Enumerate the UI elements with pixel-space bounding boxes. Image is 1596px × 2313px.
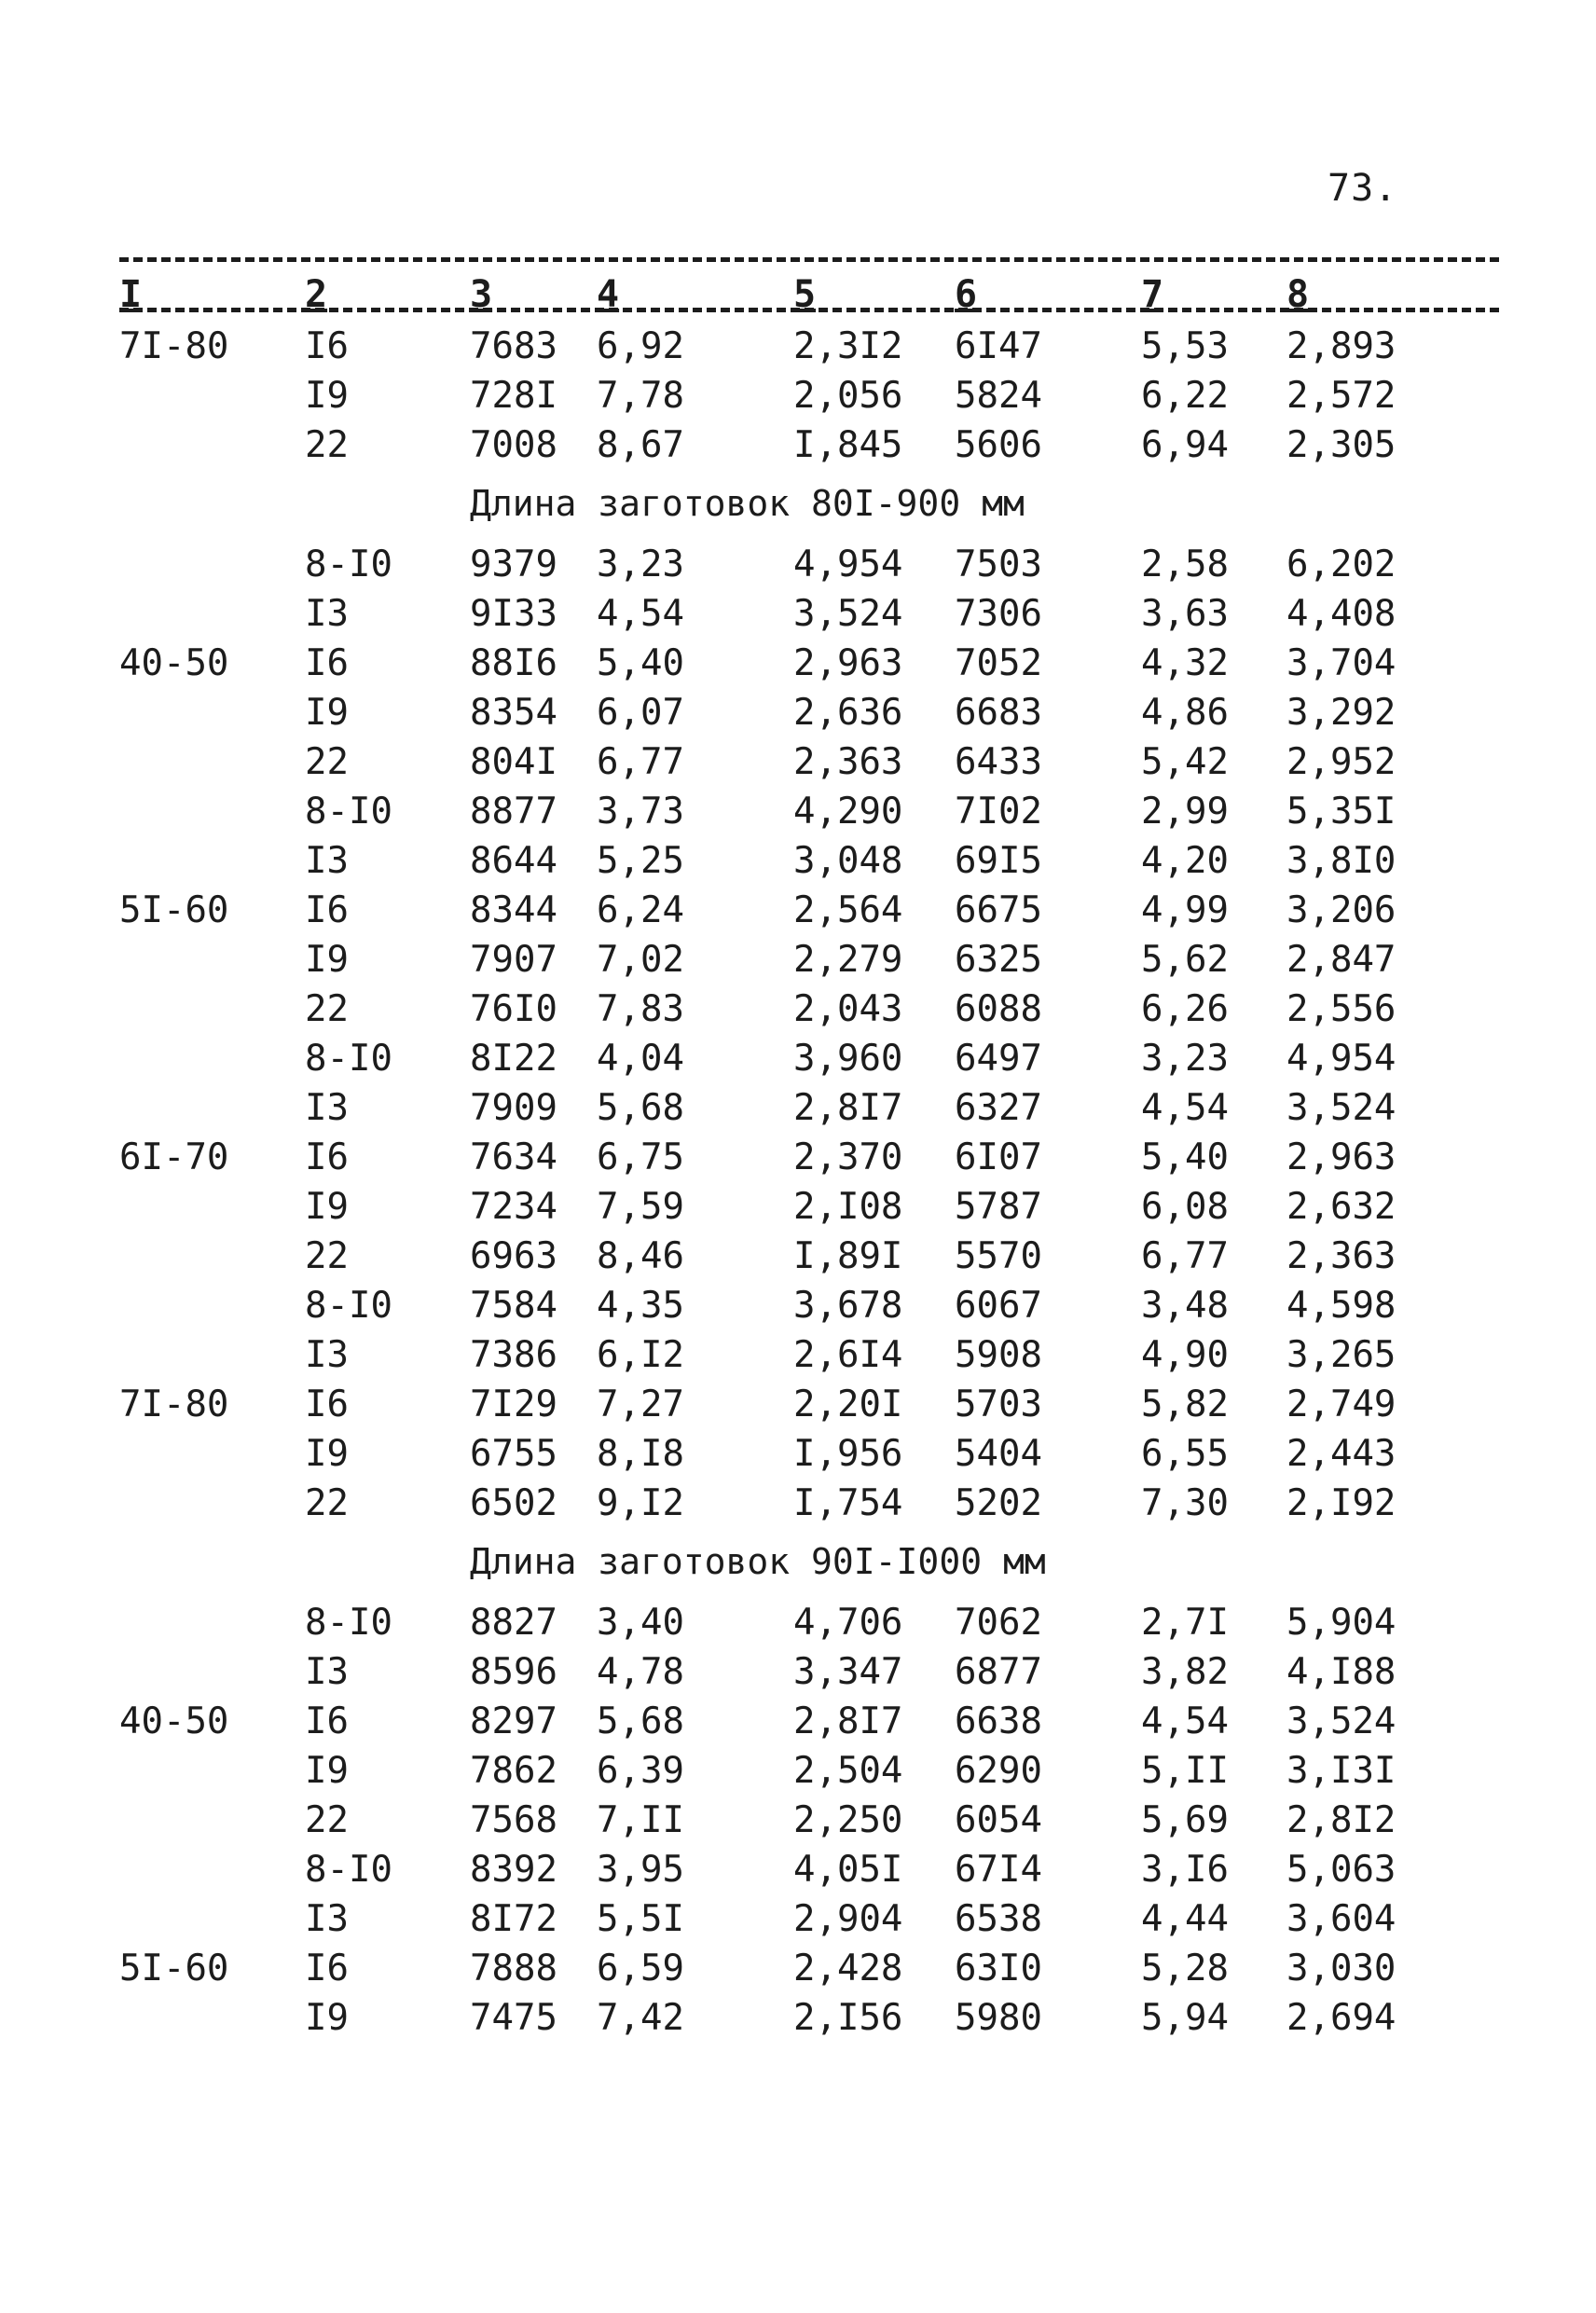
table-cell-col-5: 2,20I: [793, 1384, 903, 1425]
table-cell-col-3: 6963: [470, 1235, 557, 1277]
table-cell-col-4: 8,I8: [597, 1433, 684, 1475]
table-cell-col-4: 5,68: [597, 1087, 684, 1129]
table-cell-col-8: 2,694: [1286, 1997, 1396, 2039]
table-cell-col-5: 3,960: [793, 1038, 903, 1080]
table-row: [0, 1232, 1596, 1281]
table-cell-col-6: 7062: [955, 1602, 1042, 1644]
table-cell-col-2: 8-I0: [305, 1285, 392, 1327]
table-cell-col-4: 4,54: [597, 593, 684, 635]
table-cell-col-6: 5787: [955, 1186, 1042, 1228]
table-cell-col-8: 3,524: [1286, 1700, 1396, 1742]
table-cell-col-7: 4,90: [1141, 1334, 1229, 1376]
table-cell-col-3: 9379: [470, 544, 557, 585]
table-cell-col-7: 6,55: [1141, 1433, 1229, 1475]
table-cell-col-5: 3,347: [793, 1651, 903, 1693]
table-cell-col-2: I6: [305, 325, 349, 367]
table-cell-col-5: 3,524: [793, 593, 903, 635]
table-cell-col-7: 5,II: [1141, 1750, 1229, 1792]
table-row: [0, 1034, 1596, 1083]
table-cell-col-7: 5,62: [1141, 939, 1229, 981]
table-cell-col-6: 6I07: [955, 1136, 1042, 1178]
table-cell-col-2: I9: [305, 692, 349, 734]
table-cell-col-4: 4,35: [597, 1285, 684, 1327]
table-cell-col-6: 67I4: [955, 1849, 1042, 1891]
table-cell-col-7: 5,82: [1141, 1384, 1229, 1425]
table-cell-col-3: 7475: [470, 1997, 557, 2039]
table-cell-col-3: 8596: [470, 1651, 557, 1693]
table-cell-col-7: 3,82: [1141, 1651, 1229, 1693]
table-cell-col-6: 6088: [955, 988, 1042, 1030]
table-cell-col-5: I,754: [793, 1482, 903, 1524]
table-row: [0, 1133, 1596, 1182]
table-cell-col-6: 69I5: [955, 840, 1042, 882]
table-cell-col-6: 7503: [955, 544, 1042, 585]
table-cell-col-6: 5824: [955, 375, 1042, 417]
table-row: [0, 540, 1596, 589]
table-cell-col-5: 2,279: [793, 939, 903, 981]
table-cell-col-2: 8-I0: [305, 1602, 392, 1644]
header-col-2: 2: [305, 273, 328, 316]
table-row: [0, 1845, 1596, 1894]
table-cell-col-1: 6I-70: [119, 1136, 229, 1178]
table-cell-col-8: 2,556: [1286, 988, 1396, 1030]
header-col-1: I: [119, 273, 143, 316]
table-cell-col-6: 63I0: [955, 1948, 1042, 1989]
table-cell-col-8: 2,963: [1286, 1136, 1396, 1178]
table-cell-col-5: 4,290: [793, 791, 903, 833]
section-caption: [0, 1537, 1596, 1587]
table-cell-col-3: 8644: [470, 840, 557, 882]
table-cell-col-4: 6,92: [597, 325, 684, 367]
table-cell-col-2: I9: [305, 375, 349, 417]
table-cell-col-3: 7584: [470, 1285, 557, 1327]
table-cell-col-7: 2,58: [1141, 544, 1229, 585]
table-cell-col-5: 2,056: [793, 375, 903, 417]
table-cell-col-2: 8-I0: [305, 1038, 392, 1080]
table-cell-col-4: 9,I2: [597, 1482, 684, 1524]
table-row: [0, 1746, 1596, 1796]
table-cell-col-7: 3,23: [1141, 1038, 1229, 1080]
table-cell-col-8: 4,598: [1286, 1285, 1396, 1327]
table-cell-col-8: 2,572: [1286, 375, 1396, 417]
table-cell-col-6: 6877: [955, 1651, 1042, 1693]
table-cell-col-7: 5,40: [1141, 1136, 1229, 1178]
table-cell-col-5: 2,363: [793, 741, 903, 783]
table-cell-col-4: 5,40: [597, 642, 684, 684]
table-cell-col-2: I6: [305, 1948, 349, 1989]
table-cell-col-4: 7,27: [597, 1384, 684, 1425]
table-cell-col-7: 5,69: [1141, 1799, 1229, 1841]
table-cell-col-6: 6538: [955, 1898, 1042, 1940]
table-cell-col-5: 2,8I7: [793, 1700, 903, 1742]
table-cell-col-4: 3,40: [597, 1602, 684, 1644]
table-cell-col-7: 6,94: [1141, 424, 1229, 466]
table-cell-col-5: 2,8I7: [793, 1087, 903, 1129]
table-row: [0, 322, 1596, 371]
table-cell-col-2: I6: [305, 889, 349, 931]
table-cell-col-2: I6: [305, 642, 349, 684]
table-cell-col-8: 4,954: [1286, 1038, 1396, 1080]
table-cell-col-8: 5,35I: [1286, 791, 1396, 833]
table-row: [0, 688, 1596, 737]
table-cell-col-8: 2,847: [1286, 939, 1396, 981]
table-cell-col-3: 6502: [470, 1482, 557, 1524]
table-cell-col-6: 5980: [955, 1997, 1042, 2039]
table-row: [0, 1281, 1596, 1330]
table-cell-col-5: 2,636: [793, 692, 903, 734]
table-cell-col-8: 2,749: [1286, 1384, 1396, 1425]
table-cell-col-5: I,845: [793, 424, 903, 466]
table-cell-col-4: 7,83: [597, 988, 684, 1030]
table-row: [0, 935, 1596, 984]
table-cell-col-1: 7I-80: [119, 1384, 229, 1425]
table-cell-col-2: I3: [305, 1651, 349, 1693]
table-cell-col-4: 6,I2: [597, 1334, 684, 1376]
table-cell-col-7: 7,30: [1141, 1482, 1229, 1524]
header-col-6: 6: [955, 273, 978, 316]
table-cell-col-5: 3,678: [793, 1285, 903, 1327]
table-cell-col-2: I3: [305, 593, 349, 635]
table-cell-col-4: 3,23: [597, 544, 684, 585]
table-cell-col-2: I9: [305, 939, 349, 981]
table-cell-col-3: 7907: [470, 939, 557, 981]
table-cell-col-8: 2,952: [1286, 741, 1396, 783]
table-cell-col-5: 4,706: [793, 1602, 903, 1644]
table-cell-col-8: 3,I3I: [1286, 1750, 1396, 1792]
table-cell-col-5: 3,048: [793, 840, 903, 882]
table-cell-col-4: 6,07: [597, 692, 684, 734]
table-cell-col-4: 7,II: [597, 1799, 684, 1841]
table-cell-col-8: 2,443: [1286, 1433, 1396, 1475]
table-cell-col-1: 5I-60: [119, 889, 229, 931]
table-cell-col-4: 7,78: [597, 375, 684, 417]
table-cell-col-3: 7568: [470, 1799, 557, 1841]
header-col-7: 7: [1141, 273, 1164, 316]
table-row: [0, 1598, 1596, 1647]
table-cell-col-4: 6,24: [597, 889, 684, 931]
table-cell-col-7: 4,32: [1141, 642, 1229, 684]
table-cell-col-5: 4,954: [793, 544, 903, 585]
table-row: [0, 1796, 1596, 1845]
table-cell-col-7: 4,54: [1141, 1700, 1229, 1742]
table-cell-col-6: 6675: [955, 889, 1042, 931]
table-cell-col-8: 2,8I2: [1286, 1799, 1396, 1841]
table-cell-col-5: 2,3I2: [793, 325, 903, 367]
header-col-4: 4: [597, 273, 620, 316]
table-cell-col-4: 4,78: [597, 1651, 684, 1693]
table-cell-col-3: 7634: [470, 1136, 557, 1178]
table-cell-col-7: 6,22: [1141, 375, 1229, 417]
table-cell-col-5: 2,504: [793, 1750, 903, 1792]
table-row: [0, 787, 1596, 836]
table-cell-col-6: 6I47: [955, 325, 1042, 367]
table-cell-col-3: 7386: [470, 1334, 557, 1376]
section-caption-text: Длина заготовок 80I-900 мм: [470, 483, 1025, 524]
table-cell-col-6: 5570: [955, 1235, 1042, 1277]
table-cell-col-6: 6067: [955, 1285, 1042, 1327]
table-cell-col-2: I9: [305, 1433, 349, 1475]
table-cell-col-8: 3,292: [1286, 692, 1396, 734]
table-cell-col-4: 5,25: [597, 840, 684, 882]
table-cell-col-2: I6: [305, 1700, 349, 1742]
table-cell-col-4: 7,59: [597, 1186, 684, 1228]
table-cell-col-5: 2,370: [793, 1136, 903, 1178]
table-cell-col-8: 5,904: [1286, 1602, 1396, 1644]
table-cell-col-6: 6290: [955, 1750, 1042, 1792]
table-cell-col-4: 6,59: [597, 1948, 684, 1989]
table-cell-col-3: 8297: [470, 1700, 557, 1742]
table-cell-col-6: 5908: [955, 1334, 1042, 1376]
table-cell-col-6: 7306: [955, 593, 1042, 635]
table-row: [0, 886, 1596, 935]
table-cell-col-7: 6,26: [1141, 988, 1229, 1030]
table-cell-col-2: I6: [305, 1136, 349, 1178]
table-cell-col-2: I9: [305, 1750, 349, 1792]
table-cell-col-6: 7I02: [955, 791, 1042, 833]
table-cell-col-5: I,89I: [793, 1235, 903, 1277]
table-row: [0, 639, 1596, 688]
table-row: [0, 836, 1596, 886]
table-cell-col-5: 4,05I: [793, 1849, 903, 1891]
table-cell-col-4: 7,42: [597, 1997, 684, 2039]
table-cell-col-5: 2,6I4: [793, 1334, 903, 1376]
table-cell-col-8: 2,305: [1286, 424, 1396, 466]
table-cell-col-1: 5I-60: [119, 1948, 229, 1989]
table-cell-col-4: 8,46: [597, 1235, 684, 1277]
table-cell-col-2: I3: [305, 1334, 349, 1376]
table-cell-col-7: 5,28: [1141, 1948, 1229, 1989]
table-cell-col-7: 3,48: [1141, 1285, 1229, 1327]
table-cell-col-4: 4,04: [597, 1038, 684, 1080]
table-cell-col-7: 4,99: [1141, 889, 1229, 931]
table-cell-col-2: I9: [305, 1997, 349, 2039]
table-cell-col-3: 7234: [470, 1186, 557, 1228]
page-number: 73.: [1328, 167, 1398, 210]
table-cell-col-7: 4,54: [1141, 1087, 1229, 1129]
table-cell-col-3: 8344: [470, 889, 557, 931]
table-cell-col-3: 7683: [470, 325, 557, 367]
section-caption: [0, 479, 1596, 529]
table-cell-col-8: 3,030: [1286, 1948, 1396, 1989]
table-row: [0, 1429, 1596, 1479]
table-cell-col-2: 22: [305, 424, 349, 466]
table-row: [0, 1479, 1596, 1528]
table-cell-col-2: 22: [305, 1482, 349, 1524]
table-cell-col-3: 7008: [470, 424, 557, 466]
table-cell-col-6: 6433: [955, 741, 1042, 783]
table-cell-col-3: 8392: [470, 1849, 557, 1891]
table-row: [0, 1182, 1596, 1232]
table-cell-col-4: 3,95: [597, 1849, 684, 1891]
table-cell-col-3: 6755: [470, 1433, 557, 1475]
table-cell-col-5: 2,904: [793, 1898, 903, 1940]
table-cell-col-7: 3,I6: [1141, 1849, 1229, 1891]
table-cell-col-3: 7909: [470, 1087, 557, 1129]
table-cell-col-7: 3,63: [1141, 593, 1229, 635]
table-cell-col-3: 728I: [470, 375, 557, 417]
table-cell-col-7: 5,42: [1141, 741, 1229, 783]
table-cell-col-4: 5,68: [597, 1700, 684, 1742]
table-cell-col-7: 5,94: [1141, 1997, 1229, 2039]
table-cell-col-5: 2,963: [793, 642, 903, 684]
table-cell-col-2: 22: [305, 1235, 349, 1277]
table-cell-col-7: 2,99: [1141, 791, 1229, 833]
table-cell-col-7: 4,86: [1141, 692, 1229, 734]
table-row: [0, 1380, 1596, 1429]
table-cell-col-8: 6,202: [1286, 544, 1396, 585]
table-cell-col-4: 8,67: [597, 424, 684, 466]
header-col-8: 8: [1286, 273, 1310, 316]
table-cell-col-4: 7,02: [597, 939, 684, 981]
table-cell-col-3: 76I0: [470, 988, 557, 1030]
table-cell-col-8: 4,408: [1286, 593, 1396, 635]
table-cell-col-5: 2,043: [793, 988, 903, 1030]
table-cell-col-3: 7862: [470, 1750, 557, 1792]
table-row: [0, 1697, 1596, 1746]
table-cell-col-7: 4,44: [1141, 1898, 1229, 1940]
table-row: [0, 1894, 1596, 1944]
table-cell-col-6: 5404: [955, 1433, 1042, 1475]
table-cell-col-3: 7888: [470, 1948, 557, 1989]
table-row: [0, 1647, 1596, 1697]
table-cell-col-4: 6,75: [597, 1136, 684, 1178]
table-cell-col-2: 22: [305, 741, 349, 783]
table-cell-col-4: 6,39: [597, 1750, 684, 1792]
table-cell-col-8: 3,265: [1286, 1334, 1396, 1376]
table-cell-col-8: 3,524: [1286, 1087, 1396, 1129]
table-cell-col-5: 2,I08: [793, 1186, 903, 1228]
table-cell-col-8: 4,I88: [1286, 1651, 1396, 1693]
table-cell-col-8: 2,632: [1286, 1186, 1396, 1228]
table-row: [0, 1993, 1596, 2043]
table-cell-col-5: I,956: [793, 1433, 903, 1475]
table-cell-col-8: 5,063: [1286, 1849, 1396, 1891]
table-cell-col-6: 7052: [955, 642, 1042, 684]
table-cell-col-7: 6,77: [1141, 1235, 1229, 1277]
table-cell-col-5: 2,564: [793, 889, 903, 931]
table-cell-col-3: 8354: [470, 692, 557, 734]
table-cell-col-2: I3: [305, 1898, 349, 1940]
table-cell-col-6: 5703: [955, 1384, 1042, 1425]
table-cell-col-2: 8-I0: [305, 1849, 392, 1891]
table-cell-col-1: 40-50: [119, 1700, 229, 1742]
table-cell-col-4: 5,5I: [597, 1898, 684, 1940]
table-top-rule: [119, 257, 1499, 262]
table-cell-col-8: 2,363: [1286, 1235, 1396, 1277]
table-cell-col-8: 2,I92: [1286, 1482, 1396, 1524]
table-cell-col-5: 2,428: [793, 1948, 903, 1989]
table-cell-col-3: 8827: [470, 1602, 557, 1644]
section-caption-text: Длина заготовок 90I-I000 мм: [470, 1541, 1046, 1582]
table-cell-col-2: 8-I0: [305, 544, 392, 585]
table-row: [0, 1083, 1596, 1133]
table-cell-col-6: 6683: [955, 692, 1042, 734]
table-row: [0, 371, 1596, 420]
table-cell-col-1: 40-50: [119, 642, 229, 684]
table-cell-col-1: 7I-80: [119, 325, 229, 367]
table-cell-col-7: 6,08: [1141, 1186, 1229, 1228]
header-col-5: 5: [793, 273, 817, 316]
table-cell-col-2: 22: [305, 988, 349, 1030]
table-row: [0, 737, 1596, 787]
table-cell-col-3: 8877: [470, 791, 557, 833]
table-cell-col-8: 3,206: [1286, 889, 1396, 931]
table-cell-col-3: 8I22: [470, 1038, 557, 1080]
table-cell-col-2: I3: [305, 840, 349, 882]
table-cell-col-2: I6: [305, 1384, 349, 1425]
table-cell-col-8: 3,704: [1286, 642, 1396, 684]
table-cell-col-3: 7I29: [470, 1384, 557, 1425]
table-cell-col-7: 2,7I: [1141, 1602, 1229, 1644]
table-cell-col-6: 5606: [955, 424, 1042, 466]
table-row: [0, 1944, 1596, 1993]
table-cell-col-6: 6497: [955, 1038, 1042, 1080]
table-cell-col-6: 6325: [955, 939, 1042, 981]
table-cell-col-4: 3,73: [597, 791, 684, 833]
table-cell-col-6: 5202: [955, 1482, 1042, 1524]
table-cell-col-7: 5,53: [1141, 325, 1229, 367]
table-cell-col-2: I3: [305, 1087, 349, 1129]
table-cell-col-5: 2,I56: [793, 1997, 903, 2039]
table-cell-col-7: 4,20: [1141, 840, 1229, 882]
table-cell-col-6: 6054: [955, 1799, 1042, 1841]
table-row: [0, 420, 1596, 470]
table-cell-col-2: 8-I0: [305, 791, 392, 833]
table-cell-col-4: 6,77: [597, 741, 684, 783]
table-cell-col-2: 22: [305, 1799, 349, 1841]
table-cell-col-3: 8I72: [470, 1898, 557, 1940]
table-cell-col-3: 9I33: [470, 593, 557, 635]
table-cell-col-2: I9: [305, 1186, 349, 1228]
table-cell-col-6: 6327: [955, 1087, 1042, 1129]
table-row: [0, 589, 1596, 639]
table-cell-col-6: 6638: [955, 1700, 1042, 1742]
header-col-3: 3: [470, 273, 493, 316]
table-cell-col-3: 804I: [470, 741, 557, 783]
table-cell-col-8: 2,893: [1286, 325, 1396, 367]
table-cell-col-8: 3,8I0: [1286, 840, 1396, 882]
table-cell-col-5: 2,250: [793, 1799, 903, 1841]
table-cell-col-8: 3,604: [1286, 1898, 1396, 1940]
table-cell-col-3: 88I6: [470, 642, 557, 684]
table-row: [0, 1330, 1596, 1380]
table-row: [0, 984, 1596, 1034]
